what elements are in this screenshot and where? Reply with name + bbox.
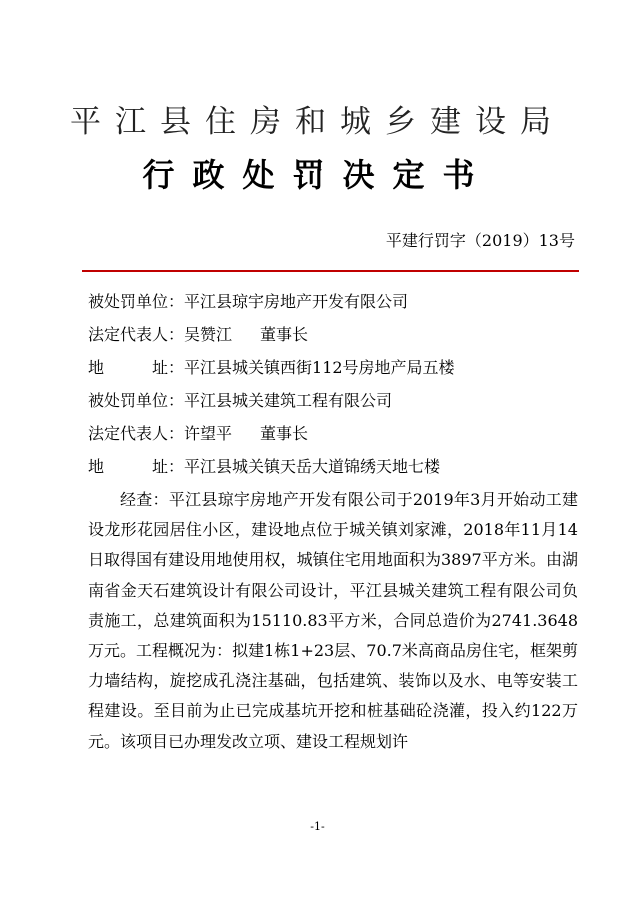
party-1-representative-row	[88, 324, 308, 346]
issuing-agency: 平江县住房和城乡建设局	[70, 104, 565, 140]
party-role: 董事长	[260, 325, 309, 344]
party-2-name-row	[88, 390, 392, 412]
party-value: 平江县城关建筑工程有限公司	[184, 391, 393, 410]
party-label: 法定代表人：	[88, 424, 185, 443]
party-label: 法定代表人：	[88, 325, 185, 344]
page-number: -1-	[310, 820, 325, 833]
party-value: 吴赞江	[184, 325, 233, 344]
party-label: 被处罚单位：	[88, 391, 185, 410]
party-value: 平江县琼宇房地产开发有限公司	[184, 292, 409, 311]
findings-paragraph: 经查：平江县琼宇房地产开发有限公司于2019年3月开始动工建设龙形花园居住小区，建设地点位于城关镇刘家滩，2018年11月14日取得国有建设用地使用权，城镇住宅用地面积为3897平方米。由湖南省金天石建筑设计有限公司设计，平江县城关建筑工程有限公司负责施工，总建筑面积为15110.83平方米，合同总造价为2741.3648万元。工程概况为：拟建1栋1+23层、70.7米高商品房住宅，框架剪力墙结构，旋挖成孔浇注基础，包括建筑、装饰以及水、电等安装工程建设。至目前为止已完成基坑开挖和桩基础砼浇灌，投入约122万元。该项目已办理发改立项、建设工程规划许	[88, 490, 578, 751]
party-label: 被处罚单位：	[88, 292, 185, 311]
party-value: 平江县城关镇天岳大道锦绣天地七楼	[184, 457, 441, 476]
party-2-representative-row	[88, 423, 308, 445]
party-role: 董事长	[260, 424, 309, 443]
party-label: 地 址：	[88, 358, 185, 377]
party-label: 地 址：	[88, 457, 185, 476]
party-1-name-row	[88, 291, 408, 313]
party-value: 平江县城关镇西街112号房地产局五楼	[184, 358, 455, 377]
document-title: 行政处罚决定书	[142, 156, 493, 194]
header-divider	[82, 270, 579, 272]
party-value: 许望平	[184, 424, 233, 443]
party-2-address-row	[88, 456, 440, 478]
document-number: 平建行罚字（2019）13号	[385, 231, 575, 250]
party-1-address-row	[88, 357, 455, 379]
